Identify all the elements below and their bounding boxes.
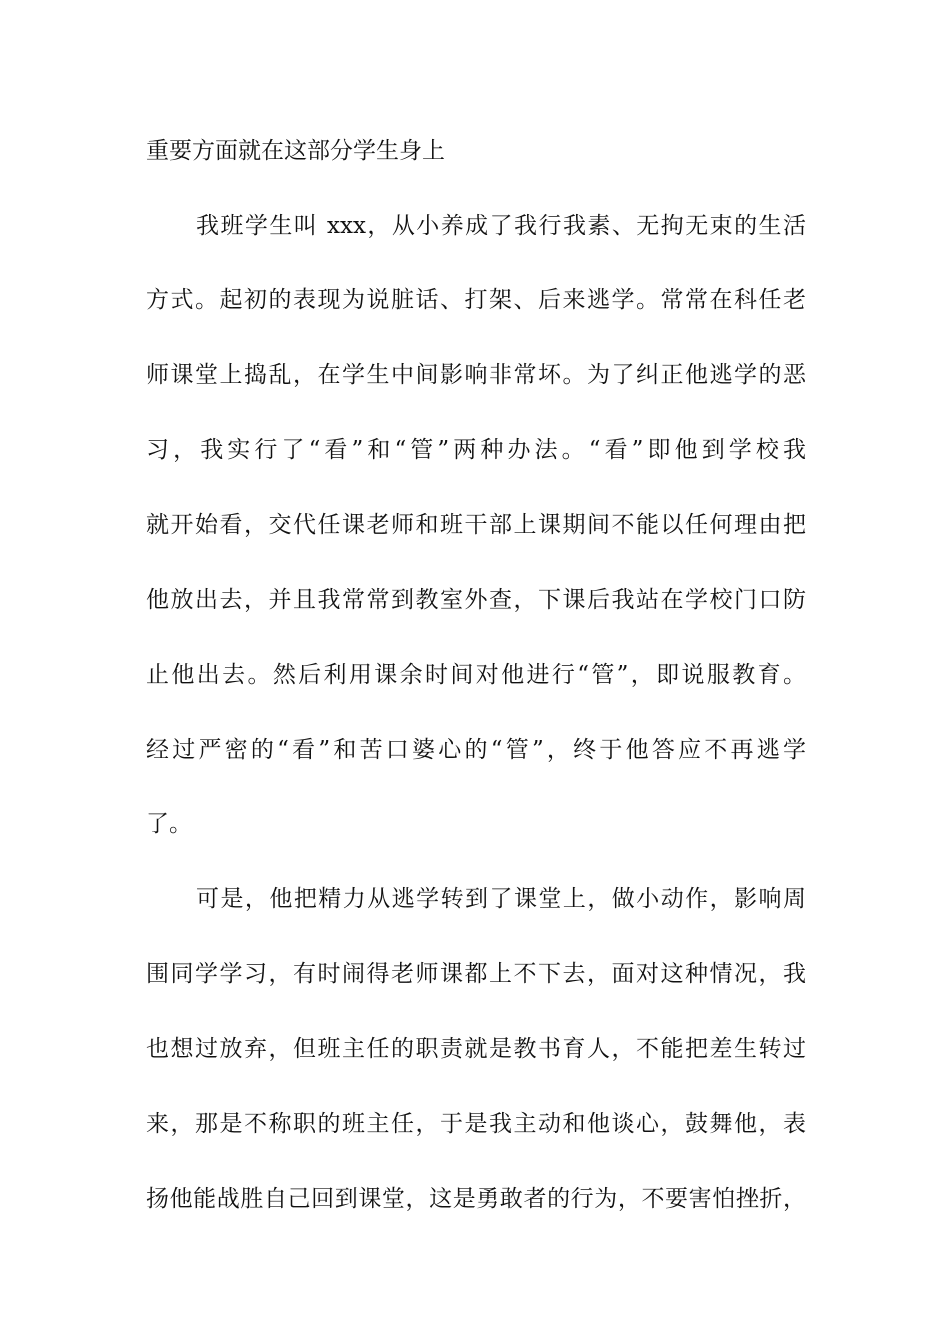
text-line: 围同学学习，有时闹得老师课都上不下去，面对这种情况，我 <box>146 961 806 987</box>
text-line: 也想过放弃，但班主任的职责就是教书育人，不能把差生转过 <box>146 1036 806 1062</box>
text-line: 了。 <box>146 811 192 837</box>
text-line: 止他出去。然后利用课余时间对他进行“管”，即说服教育。 <box>146 662 806 688</box>
text-line: 重要方面就在这部分学生身上 <box>146 138 445 164</box>
text-line: 方式。起初的表现为说脏话、打架、后来逃学。常常在科任老 <box>146 287 806 313</box>
text-line: 来，那是不称职的班主任，于是我主动和他谈心，鼓舞他，表 <box>146 1111 806 1137</box>
text-line: 扬他能战胜自己回到课堂，这是勇敢者的行为，不要害怕挫折， <box>146 1186 806 1212</box>
text-line: 他放出去，并且我常常到教室外查，下课后我站在学校门口防 <box>146 587 806 613</box>
paragraph-first-line: 我班学生叫 xxx，从小养成了我行我素、无拘无束的生活 <box>196 213 806 239</box>
text-line: 经过严密的“看”和苦口婆心的“管”，终于他答应不再逃学 <box>146 737 806 763</box>
paragraph-first-line: 可是，他把精力从逃学转到了课堂上，做小动作，影响周 <box>196 886 806 912</box>
text-line: 师课堂上捣乱，在学生中间影响非常坏。为了纠正他逃学的恶 <box>146 362 806 388</box>
text-line: 习，我实行了“看”和“管”两种办法。“看”即他到学校我 <box>146 437 806 463</box>
text-line: 就开始看，交代任课老师和班干部上课期间不能以任何理由把 <box>146 512 806 538</box>
